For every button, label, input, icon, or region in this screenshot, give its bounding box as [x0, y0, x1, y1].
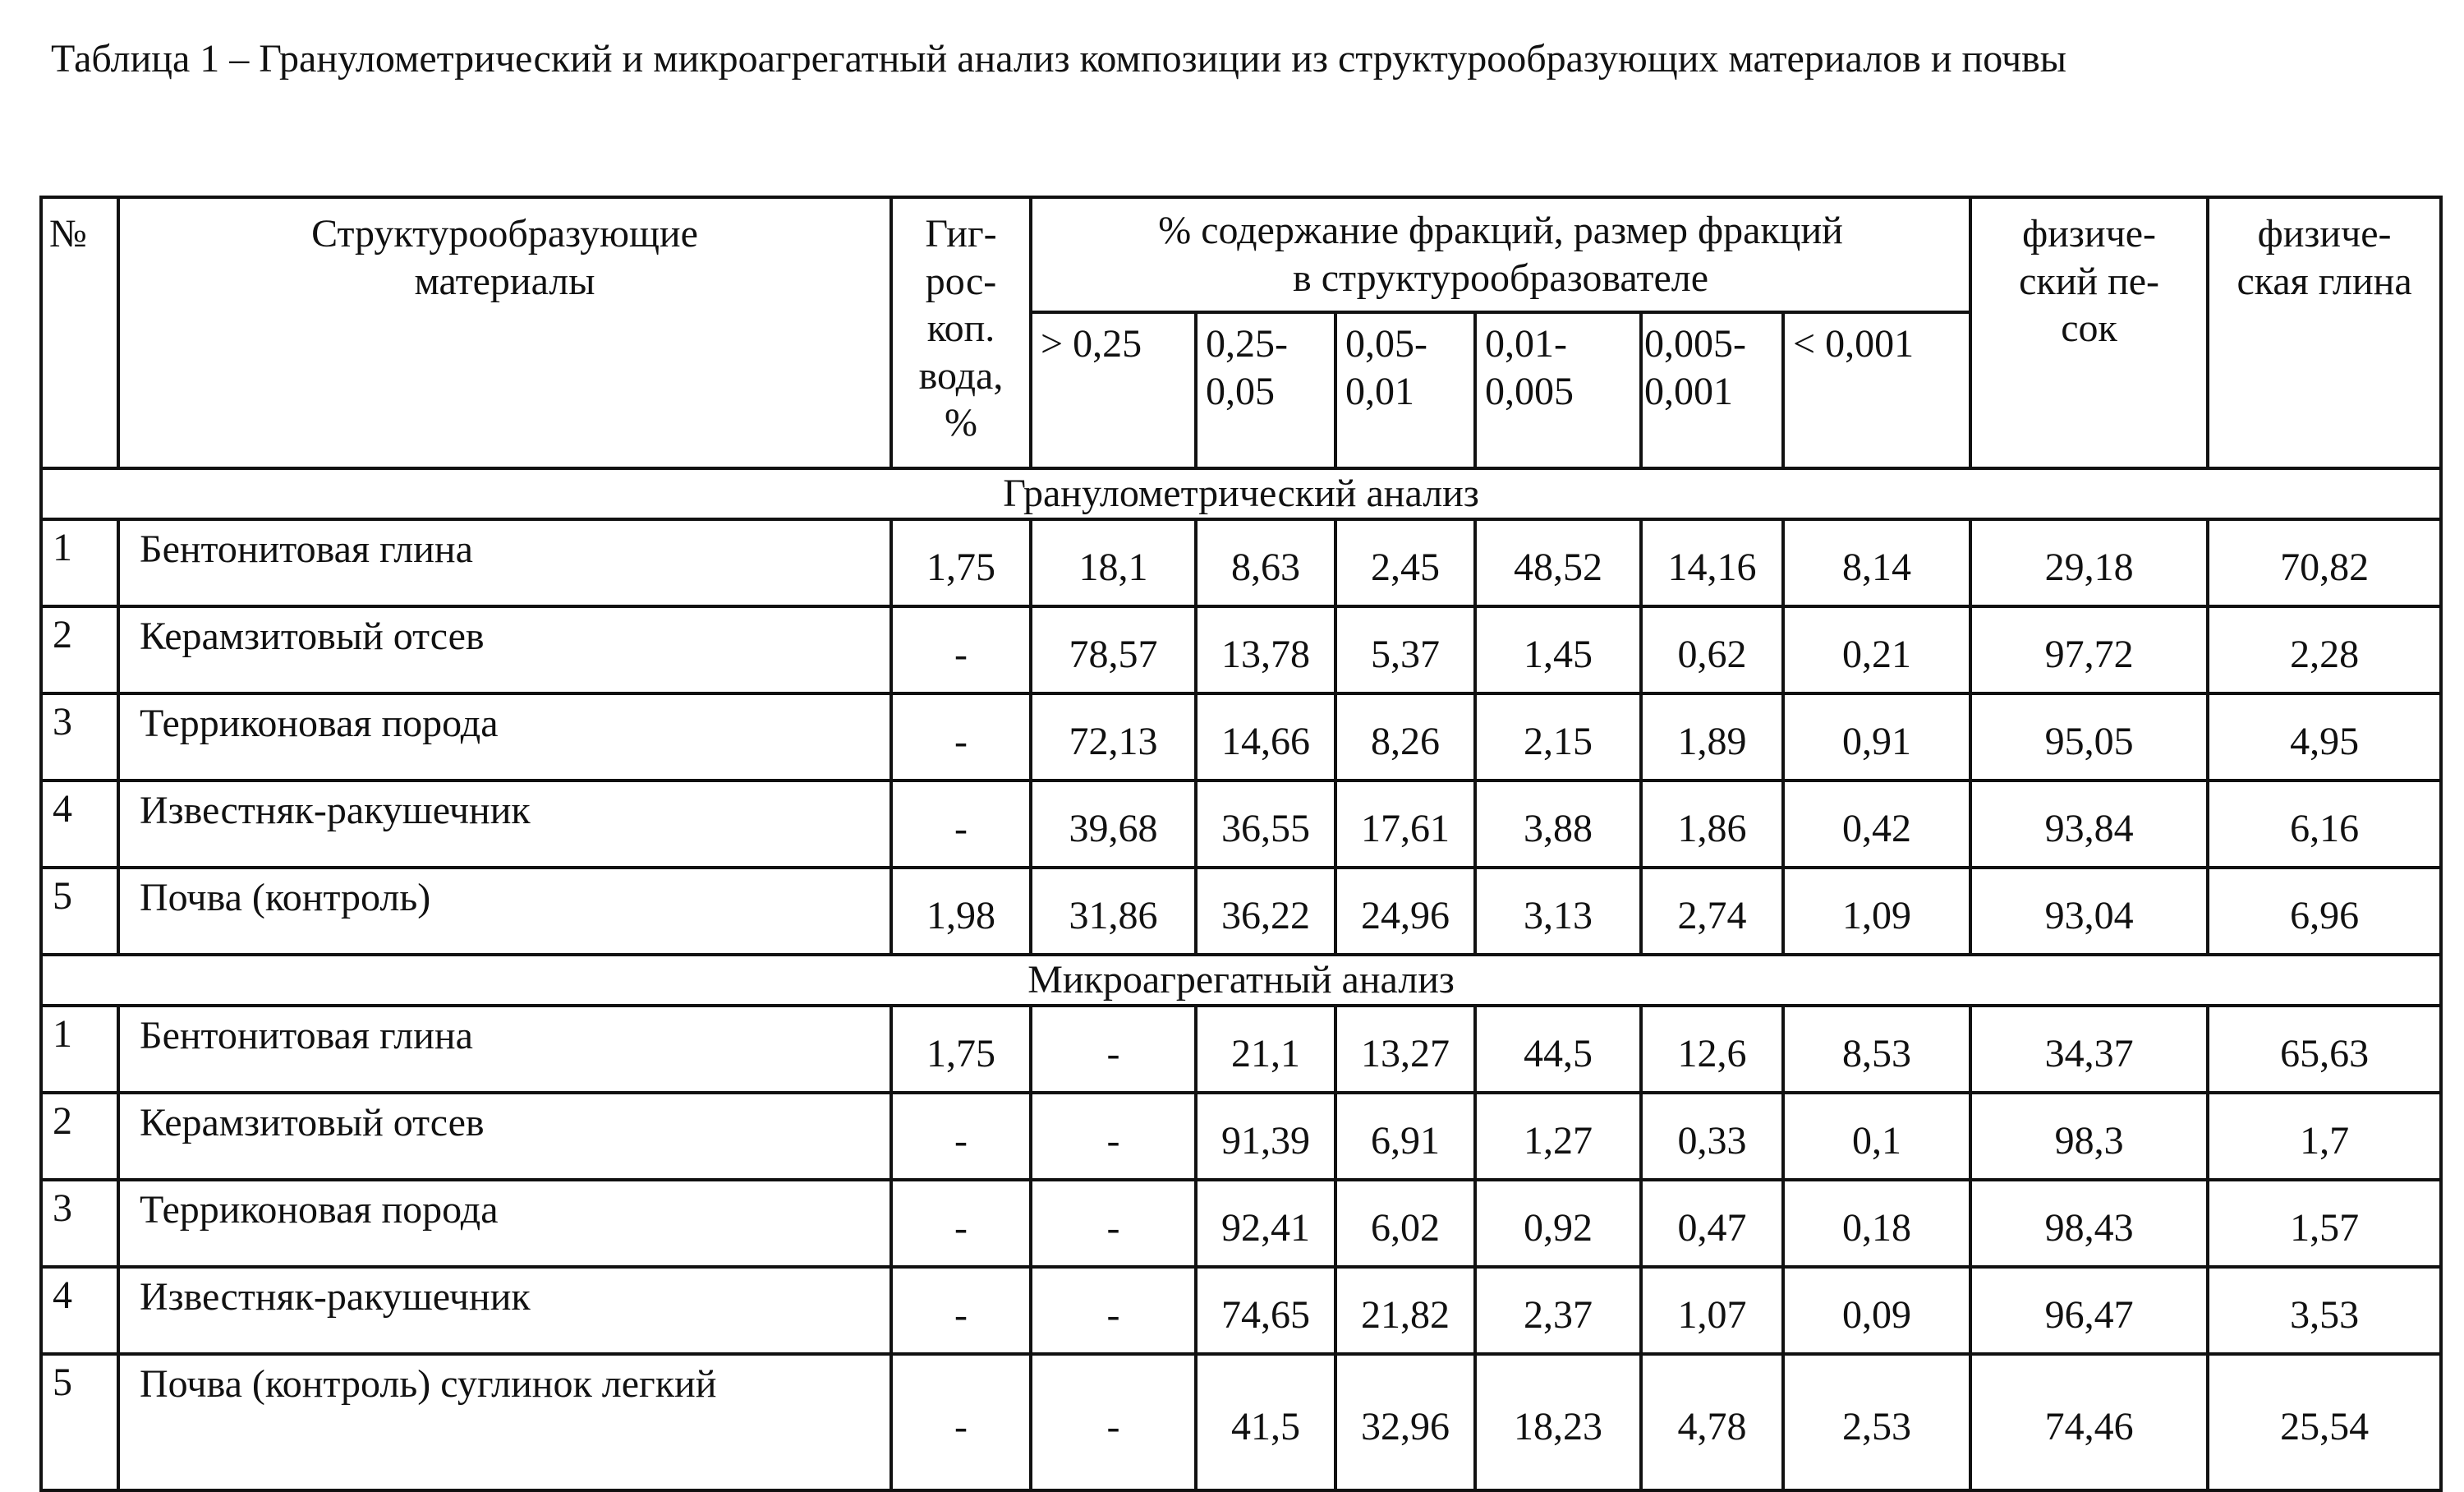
value-cell: 0,33	[1641, 1093, 1783, 1180]
table-row	[41, 519, 2441, 606]
value-cell: 44,5	[1475, 1006, 1641, 1093]
value-cell: 18,1	[1031, 519, 1196, 606]
value-cell: 36,55	[1196, 781, 1335, 868]
header-hygro-line: рос-	[925, 259, 997, 303]
value-cell: 6,96	[2208, 868, 2441, 955]
value-cell: -	[1031, 1267, 1196, 1354]
value-cell: 4,78	[1641, 1354, 1783, 1490]
value-cell: 36,22	[1196, 868, 1335, 955]
value-cell: 2,28	[2208, 606, 2441, 693]
value-cell: 6,91	[1335, 1093, 1475, 1180]
header-hygro-line: вода,	[918, 353, 1004, 398]
value-cell: 8,63	[1196, 519, 1335, 606]
table-row	[41, 868, 2441, 955]
header-materials	[118, 197, 891, 468]
value-cell: 1,7	[2208, 1093, 2441, 1180]
value-cell: 39,68	[1031, 781, 1196, 868]
value-cell: 2,53	[1783, 1354, 1970, 1490]
value-cell: 8,14	[1783, 519, 1970, 606]
row-number: 5	[41, 868, 118, 955]
value-cell: 6,02	[1335, 1180, 1475, 1267]
row-number: 4	[41, 781, 118, 868]
fraction-size-line: 0,01-	[1485, 322, 1567, 366]
header-sand-line: ский пе-	[2019, 259, 2160, 303]
header-physical-sand	[1970, 197, 2208, 468]
value-cell: 21,1	[1196, 1006, 1335, 1093]
value-cell: 3,13	[1475, 868, 1641, 955]
value-cell: 6,16	[2208, 781, 2441, 868]
value-cell: 0,1	[1783, 1093, 1970, 1180]
material-name: Почва (контроль)	[118, 868, 891, 955]
value-cell: 0,18	[1783, 1180, 1970, 1267]
row-number: 2	[41, 1093, 118, 1180]
value-cell: 13,27	[1335, 1006, 1475, 1093]
value-cell: 0,92	[1475, 1180, 1641, 1267]
header-hygro-line: Гиг-	[925, 212, 997, 256]
value-cell: 1,09	[1783, 868, 1970, 955]
value-cell: 0,21	[1783, 606, 1970, 693]
value-cell: 32,96	[1335, 1354, 1475, 1490]
header-fraction-size	[1196, 312, 1335, 468]
table-caption: Таблица 1 – Гранулометрический и микроагрегатный анализ композиции из структурообразующих материалов и почвы	[51, 37, 2066, 81]
row-number: 2	[41, 606, 118, 693]
value-cell: 70,82	[2208, 519, 2441, 606]
header-clay-line: физиче-	[2257, 212, 2392, 256]
material-name: Терриконовая порода	[118, 1180, 891, 1267]
value-cell: 41,5	[1196, 1354, 1335, 1490]
material-name: Терриконовая порода	[118, 693, 891, 781]
fraction-size-line: 0,005	[1485, 369, 1574, 413]
row-number: 1	[41, 1006, 118, 1093]
value-cell: 12,6	[1641, 1006, 1783, 1093]
value-cell: 0,62	[1641, 606, 1783, 693]
value-cell: 2,45	[1335, 519, 1475, 606]
header-hygroscopic-water	[891, 197, 1031, 468]
value-cell: 8,26	[1335, 693, 1475, 781]
value-cell: -	[1031, 1354, 1196, 1490]
header-materials-line2: материалы	[414, 259, 595, 303]
value-cell: 98,43	[1970, 1180, 2208, 1267]
header-fraction-size	[1641, 312, 1783, 468]
value-cell: 95,05	[1970, 693, 2208, 781]
value-cell: -	[891, 1180, 1031, 1267]
value-cell: 0,91	[1783, 693, 1970, 781]
header-clay-line: ская глина	[2236, 259, 2412, 303]
value-cell: 96,47	[1970, 1267, 2208, 1354]
value-cell: 2,74	[1641, 868, 1783, 955]
value-cell: 34,37	[1970, 1006, 2208, 1093]
value-cell: 21,82	[1335, 1267, 1475, 1354]
value-cell: 2,37	[1475, 1267, 1641, 1354]
fraction-size-line: 0,005-	[1644, 322, 1746, 366]
row-number: 3	[41, 1180, 118, 1267]
value-cell: -	[891, 1267, 1031, 1354]
value-cell: 24,96	[1335, 868, 1475, 955]
value-cell: 1,07	[1641, 1267, 1783, 1354]
value-cell: 98,3	[1970, 1093, 2208, 1180]
value-cell: -	[891, 781, 1031, 868]
value-cell: 2,15	[1475, 693, 1641, 781]
value-cell: 1,45	[1475, 606, 1641, 693]
header-fractions-line2: в структурообразователе	[1293, 256, 1709, 300]
value-cell: 78,57	[1031, 606, 1196, 693]
value-cell: 93,04	[1970, 868, 2208, 955]
value-cell: 1,75	[891, 519, 1031, 606]
section-title: Микроагрегатный анализ	[41, 955, 2441, 1006]
fraction-size-line: 0,001	[1644, 369, 1733, 413]
row-number: 3	[41, 693, 118, 781]
value-cell: 92,41	[1196, 1180, 1335, 1267]
table-row	[41, 1267, 2441, 1354]
header-physical-clay	[2208, 197, 2441, 468]
value-cell: 65,63	[2208, 1006, 2441, 1093]
header-sand-line: сок	[2061, 306, 2117, 351]
value-cell: 1,86	[1641, 781, 1783, 868]
value-cell: 17,61	[1335, 781, 1475, 868]
value-cell: 3,53	[2208, 1267, 2441, 1354]
value-cell: 0,09	[1783, 1267, 1970, 1354]
material-name: Керамзитовый отсев	[118, 606, 891, 693]
value-cell: 1,75	[891, 1006, 1031, 1093]
section-title: Гранулометрический анализ	[41, 468, 2441, 519]
header-fraction-size	[1335, 312, 1475, 468]
section-header-row	[41, 468, 2441, 519]
value-cell: 29,18	[1970, 519, 2208, 606]
value-cell: 3,88	[1475, 781, 1641, 868]
value-cell: 14,66	[1196, 693, 1335, 781]
value-cell: -	[891, 606, 1031, 693]
value-cell: -	[891, 693, 1031, 781]
value-cell: -	[891, 1093, 1031, 1180]
value-cell: -	[891, 1354, 1031, 1490]
fraction-size-line: 0,05	[1206, 369, 1275, 413]
table-row	[41, 1180, 2441, 1267]
header-fractions-line1: % содержание фракций, размер фракций	[1158, 209, 1843, 252]
header-fraction-size	[1475, 312, 1641, 468]
value-cell: -	[1031, 1006, 1196, 1093]
header-fraction-size	[1031, 312, 1196, 468]
value-cell: 93,84	[1970, 781, 2208, 868]
material-name: Бентонитовая глина	[118, 1006, 891, 1093]
fraction-size-line: < 0,001	[1793, 322, 1915, 366]
material-name: Известняк-ракушечник	[118, 1267, 891, 1354]
fraction-size-line: 0,05-	[1345, 322, 1427, 366]
header-fraction-size	[1783, 312, 1970, 468]
value-cell: 0,42	[1783, 781, 1970, 868]
value-cell: 13,78	[1196, 606, 1335, 693]
value-cell: 91,39	[1196, 1093, 1335, 1180]
value-cell: 25,54	[2208, 1354, 2441, 1490]
fraction-size-line: 0,25-	[1206, 322, 1288, 366]
value-cell: 1,27	[1475, 1093, 1641, 1180]
value-cell: 31,86	[1031, 868, 1196, 955]
header-hygro-line: %	[945, 401, 977, 445]
value-cell: 4,95	[2208, 693, 2441, 781]
value-cell: 0,47	[1641, 1180, 1783, 1267]
value-cell: 5,37	[1335, 606, 1475, 693]
table-row	[41, 693, 2441, 781]
table-row	[41, 1093, 2441, 1180]
value-cell: 72,13	[1031, 693, 1196, 781]
value-cell: 1,98	[891, 868, 1031, 955]
header-row-1	[41, 197, 2441, 312]
value-cell: 1,89	[1641, 693, 1783, 781]
header-hygro-line: коп.	[926, 306, 995, 351]
table-row	[41, 1006, 2441, 1093]
table-row	[41, 1354, 2441, 1490]
material-name: Почва (контроль) суглинок легкий	[118, 1354, 891, 1490]
fraction-size-line: 0,01	[1345, 369, 1414, 413]
value-cell: 48,52	[1475, 519, 1641, 606]
header-fractions	[1031, 197, 1970, 312]
value-cell: -	[1031, 1180, 1196, 1267]
fraction-size-line: > 0,25	[1041, 322, 1142, 366]
material-name: Бентонитовая глина	[118, 519, 891, 606]
row-number: 5	[41, 1354, 118, 1490]
row-number: 1	[41, 519, 118, 606]
header-sand-line: физиче-	[2022, 212, 2156, 256]
material-name: Известняк-ракушечник	[118, 781, 891, 868]
value-cell: 74,46	[1970, 1354, 2208, 1490]
header-no: №	[41, 197, 118, 468]
value-cell: 14,16	[1641, 519, 1783, 606]
row-number: 4	[41, 1267, 118, 1354]
table-row	[41, 781, 2441, 868]
value-cell: 74,65	[1196, 1267, 1335, 1354]
value-cell: 97,72	[1970, 606, 2208, 693]
value-cell: 1,57	[2208, 1180, 2441, 1267]
value-cell: -	[1031, 1093, 1196, 1180]
value-cell: 8,53	[1783, 1006, 1970, 1093]
material-name: Керамзитовый отсев	[118, 1093, 891, 1180]
table-row	[41, 606, 2441, 693]
section-header-row	[41, 955, 2441, 1006]
data-table	[39, 196, 2443, 1492]
header-materials-line1: Структурообразующие	[311, 212, 698, 256]
value-cell: 18,23	[1475, 1354, 1641, 1490]
